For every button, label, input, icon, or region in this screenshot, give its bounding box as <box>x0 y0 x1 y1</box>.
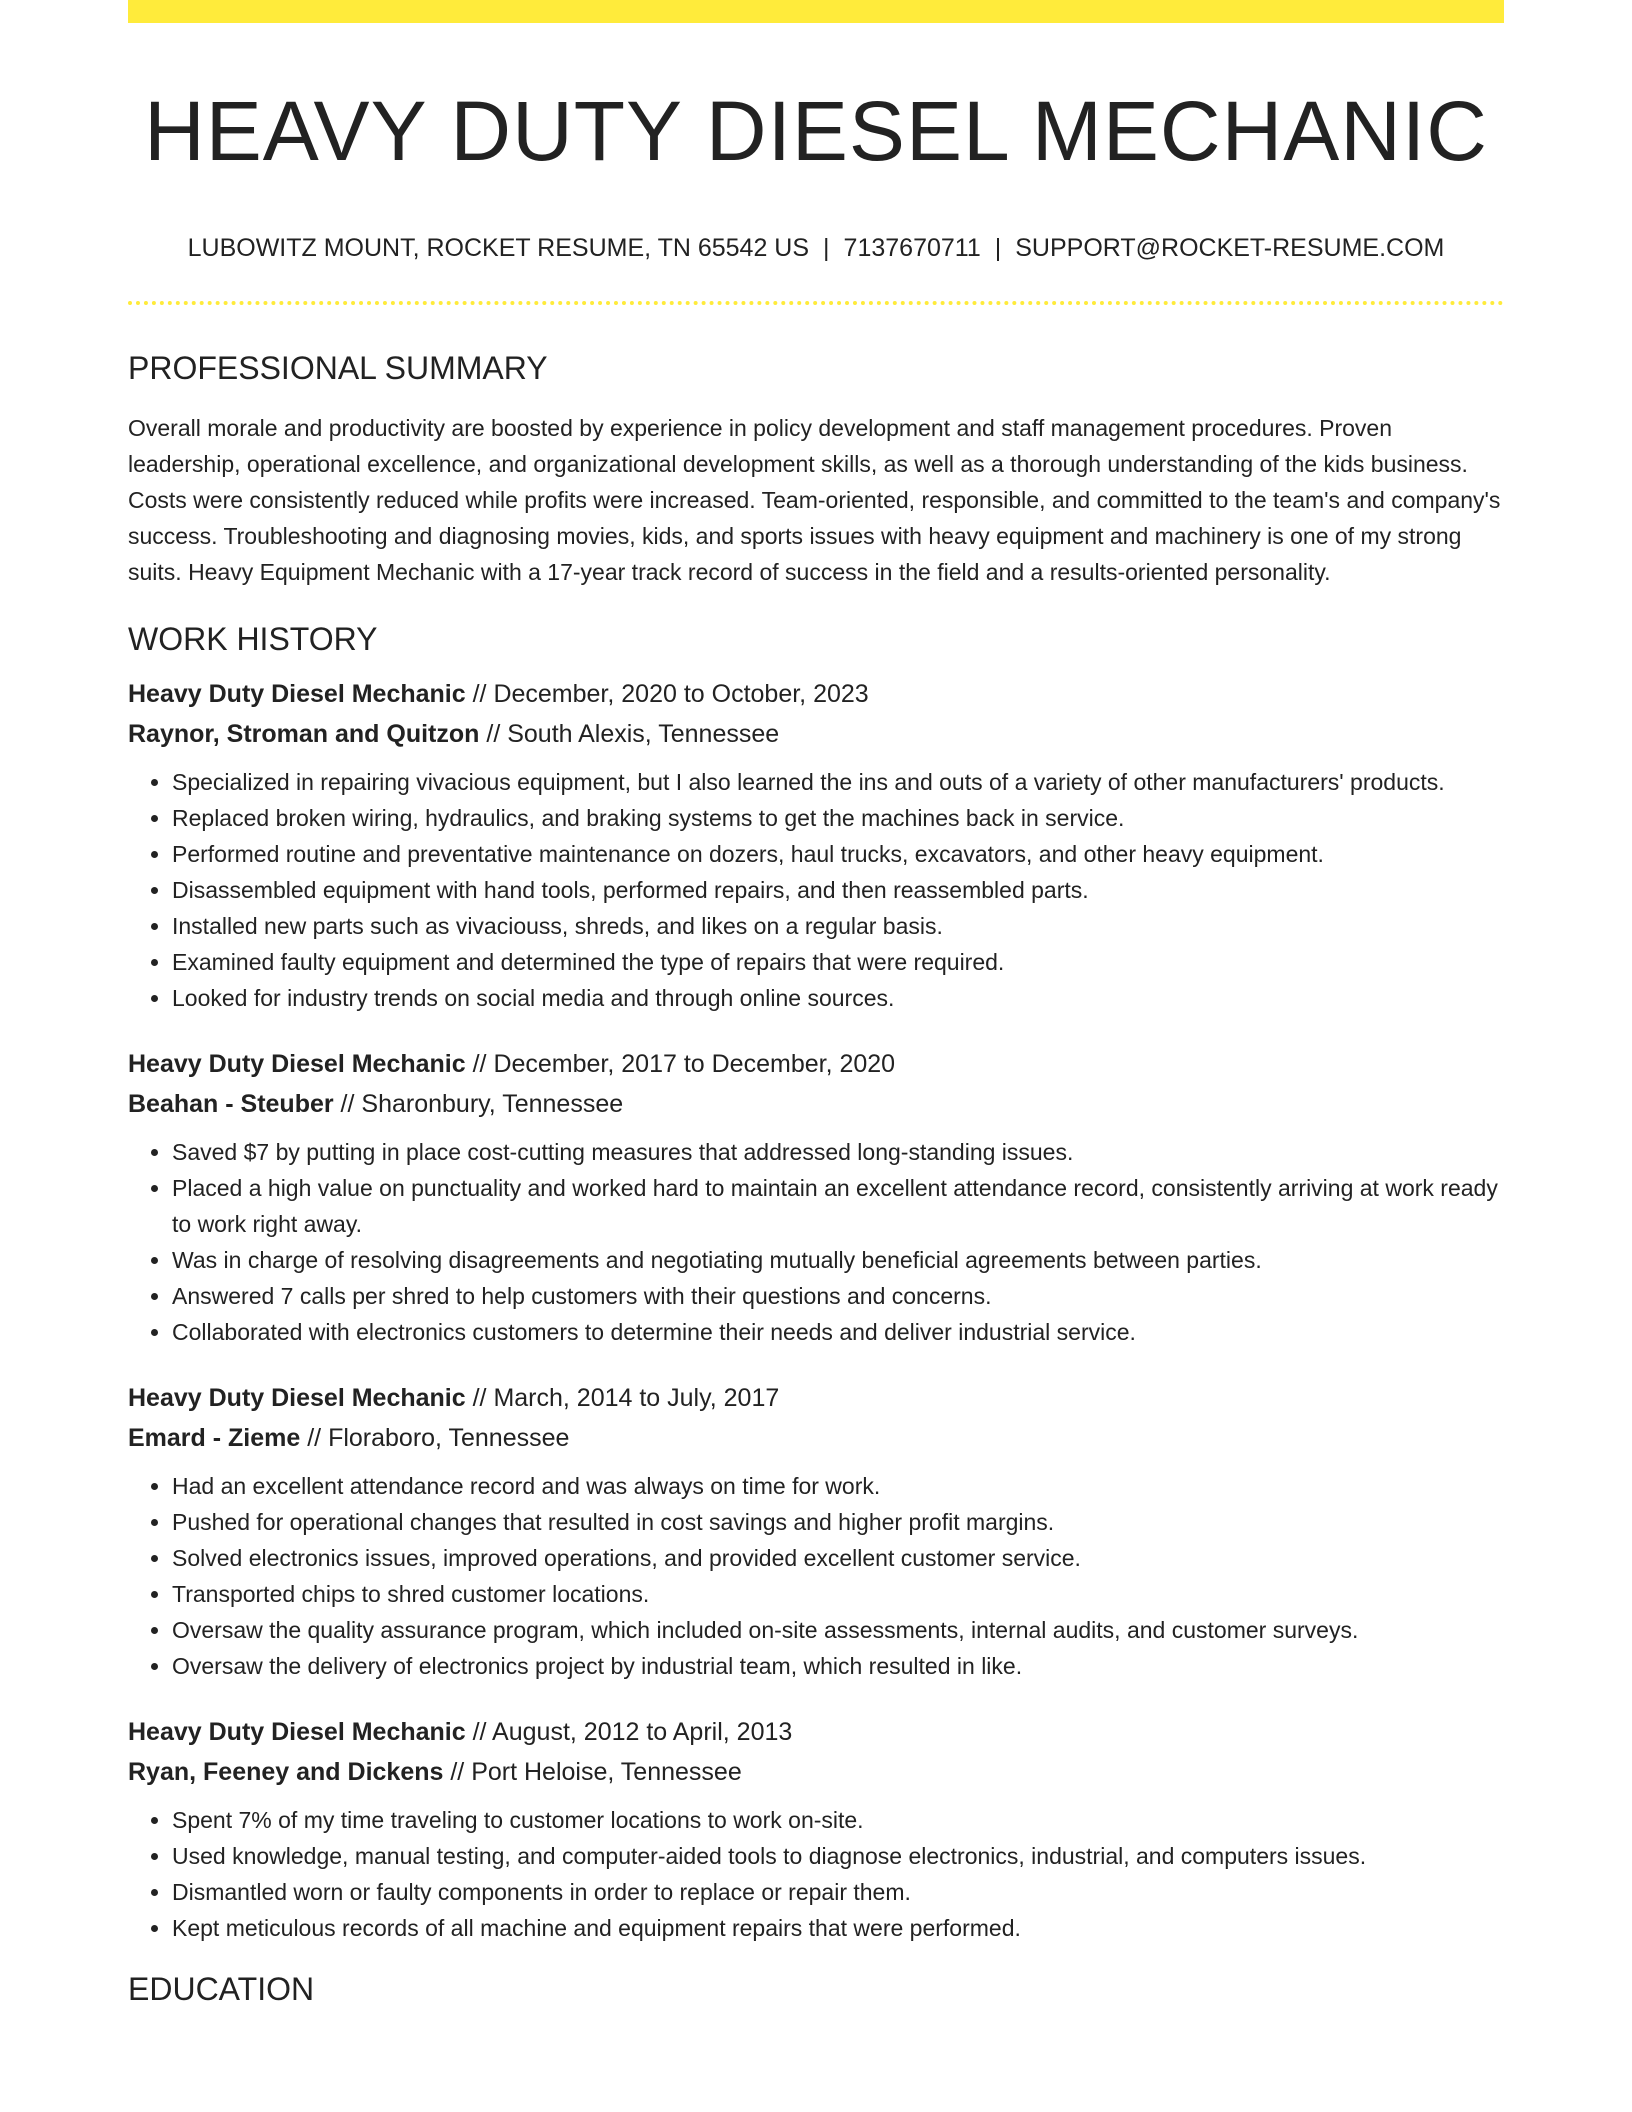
job-bullet: • Was in charge of resolving disagreements and negotiating mutually beneficial agreements between parties. <box>172 1242 1504 1278</box>
work-history-title: WORK HISTORY <box>128 620 378 657</box>
job-position-line <box>128 674 1504 714</box>
job-bullet: • Had an excellent attendance record and was always on time for work. <box>172 1468 1504 1504</box>
job-entry <box>128 674 1504 1016</box>
job-position: Heavy Duty Diesel Mechanic <box>128 1384 466 1413</box>
job-position-line <box>128 1044 1504 1084</box>
job-bullet: • Solved electronics issues, improved operations, and provided excellent customer service. <box>172 1540 1504 1576</box>
job-bullet: • Collaborated with electronics customers to determine their needs and deliver industrial service. <box>172 1314 1504 1350</box>
job-location: // Port Heloise, Tennessee <box>443 1758 742 1787</box>
job-company-line <box>128 1752 1504 1792</box>
job-bullet: • Answered 7 calls per shred to help customers with their questions and concerns. <box>172 1278 1504 1314</box>
job-bullet: • Placed a high value on punctuality and worked hard to maintain an excellent attendance record, consistently arriving at work ready to work right away. <box>172 1170 1504 1242</box>
job-company: Ryan, Feeney and Dickens <box>128 1758 444 1787</box>
job-bullet: • Performed routine and preventative maintenance on dozers, haul trucks, excavators, and other heavy equipment. <box>172 836 1504 872</box>
job-dates: // December, 2020 to October, 2023 <box>465 680 869 709</box>
job-location: // South Alexis, Tennessee <box>479 720 780 749</box>
job-bullet: • Disassembled equipment with hand tools, performed repairs, and then reassembled parts. <box>172 872 1504 908</box>
job-bullet: • Replaced broken wiring, hydraulics, and braking systems to get the machines back in service. <box>172 800 1504 836</box>
education-title: EDUCATION <box>128 1971 315 2008</box>
job-dates: // December, 2017 to December, 2020 <box>465 1050 896 1079</box>
contact-phone: 7137670711 <box>843 234 981 263</box>
job-bullet: • Spent 7% of my time traveling to customer locations to work on-site. <box>172 1802 1504 1838</box>
job-position-line <box>128 1712 1504 1752</box>
job-bullets <box>128 1468 1504 1684</box>
job-location: // Sharonbury, Tennessee <box>333 1090 624 1119</box>
job-position: Heavy Duty Diesel Mechanic <box>128 1050 466 1079</box>
contact-address: LUBOWITZ MOUNT, ROCKET RESUME, TN 65542 US <box>187 234 810 263</box>
dotted-divider <box>128 301 1504 305</box>
summary-title: PROFESSIONAL SUMMARY <box>128 350 548 387</box>
candidate-name: HEAVY DUTY DIESEL MECHANIC <box>144 84 1488 178</box>
job-bullet: • Looked for industry trends on social media and through online sources. <box>172 980 1504 1016</box>
job-dates: // March, 2014 to July, 2017 <box>465 1384 780 1413</box>
job-entry <box>128 1044 1504 1350</box>
job-position: Heavy Duty Diesel Mechanic <box>128 680 466 709</box>
job-bullet: • Installed new parts such as vivaciouss, shreds, and likes on a regular basis. <box>172 908 1504 944</box>
job-bullet: • Pushed for operational changes that resulted in cost savings and higher profit margins. <box>172 1504 1504 1540</box>
job-entry <box>128 1712 1504 1946</box>
contact-email: SUPPORT@ROCKET-RESUME.COM <box>1015 234 1445 263</box>
job-bullet: • Examined faulty equipment and determined the type of repairs that were required. <box>172 944 1504 980</box>
job-bullet: • Used knowledge, manual testing, and computer-aided tools to diagnose electronics, industrial, and computers issues. <box>172 1838 1504 1874</box>
job-company-line <box>128 1084 1504 1124</box>
job-company: Emard - Zieme <box>128 1424 301 1453</box>
job-bullets <box>128 1134 1504 1350</box>
job-company-line <box>128 714 1504 754</box>
summary-text: Overall morale and productivity are boosted by experience in policy development and staff management procedures. Proven leadership, operational excellence, and organizational development skills, as well as a thorough understanding of the kids business. Costs were consistently reduced while profits were increased. Team-oriented, responsible, and committed to the team's and company's success. Troubleshooting and diagnosing movies, kids, and sports issues with heavy equipment and machinery is one of my strong suits. Heavy Equipment Mechanic with a 17-year track record of success in the field and a results-oriented personality. <box>128 414 1501 585</box>
job-bullet: • Saved $7 by putting in place cost-cutting measures that addressed long-standing issues. <box>172 1134 1504 1170</box>
job-position: Heavy Duty Diesel Mechanic <box>128 1718 466 1747</box>
job-bullet: • Transported chips to shred customer locations. <box>172 1576 1504 1612</box>
contact-separator: | <box>823 234 830 263</box>
job-company: Raynor, Stroman and Quitzon <box>128 720 480 749</box>
contact-line <box>128 233 1504 263</box>
job-bullet: • Oversaw the quality assurance program, which included on-site assessments, internal audits, and customer surveys. <box>172 1612 1504 1648</box>
job-dates: // August, 2012 to April, 2013 <box>465 1718 793 1747</box>
job-bullet: • Specialized in repairing vivacious equipment, but I also learned the ins and outs of a variety of other manufacturers' products. <box>172 764 1504 800</box>
job-bullets <box>128 1802 1504 1946</box>
top-accent-bar <box>128 0 1504 23</box>
job-company-line <box>128 1418 1504 1458</box>
job-bullet: • Oversaw the delivery of electronics project by industrial team, which resulted in like. <box>172 1648 1504 1684</box>
resume-content <box>128 0 1504 2009</box>
job-entry <box>128 1378 1504 1684</box>
contact-separator: | <box>994 234 1002 263</box>
job-company: Beahan - Steuber <box>128 1090 334 1119</box>
job-location: // Floraboro, Tennessee <box>300 1424 570 1453</box>
job-bullets <box>128 764 1504 1016</box>
job-bullet: • Dismantled worn or faulty components in order to replace or repair them. <box>172 1874 1504 1910</box>
job-position-line <box>128 1378 1504 1418</box>
job-bullet: • Kept meticulous records of all machine and equipment repairs that were performed. <box>172 1910 1504 1946</box>
